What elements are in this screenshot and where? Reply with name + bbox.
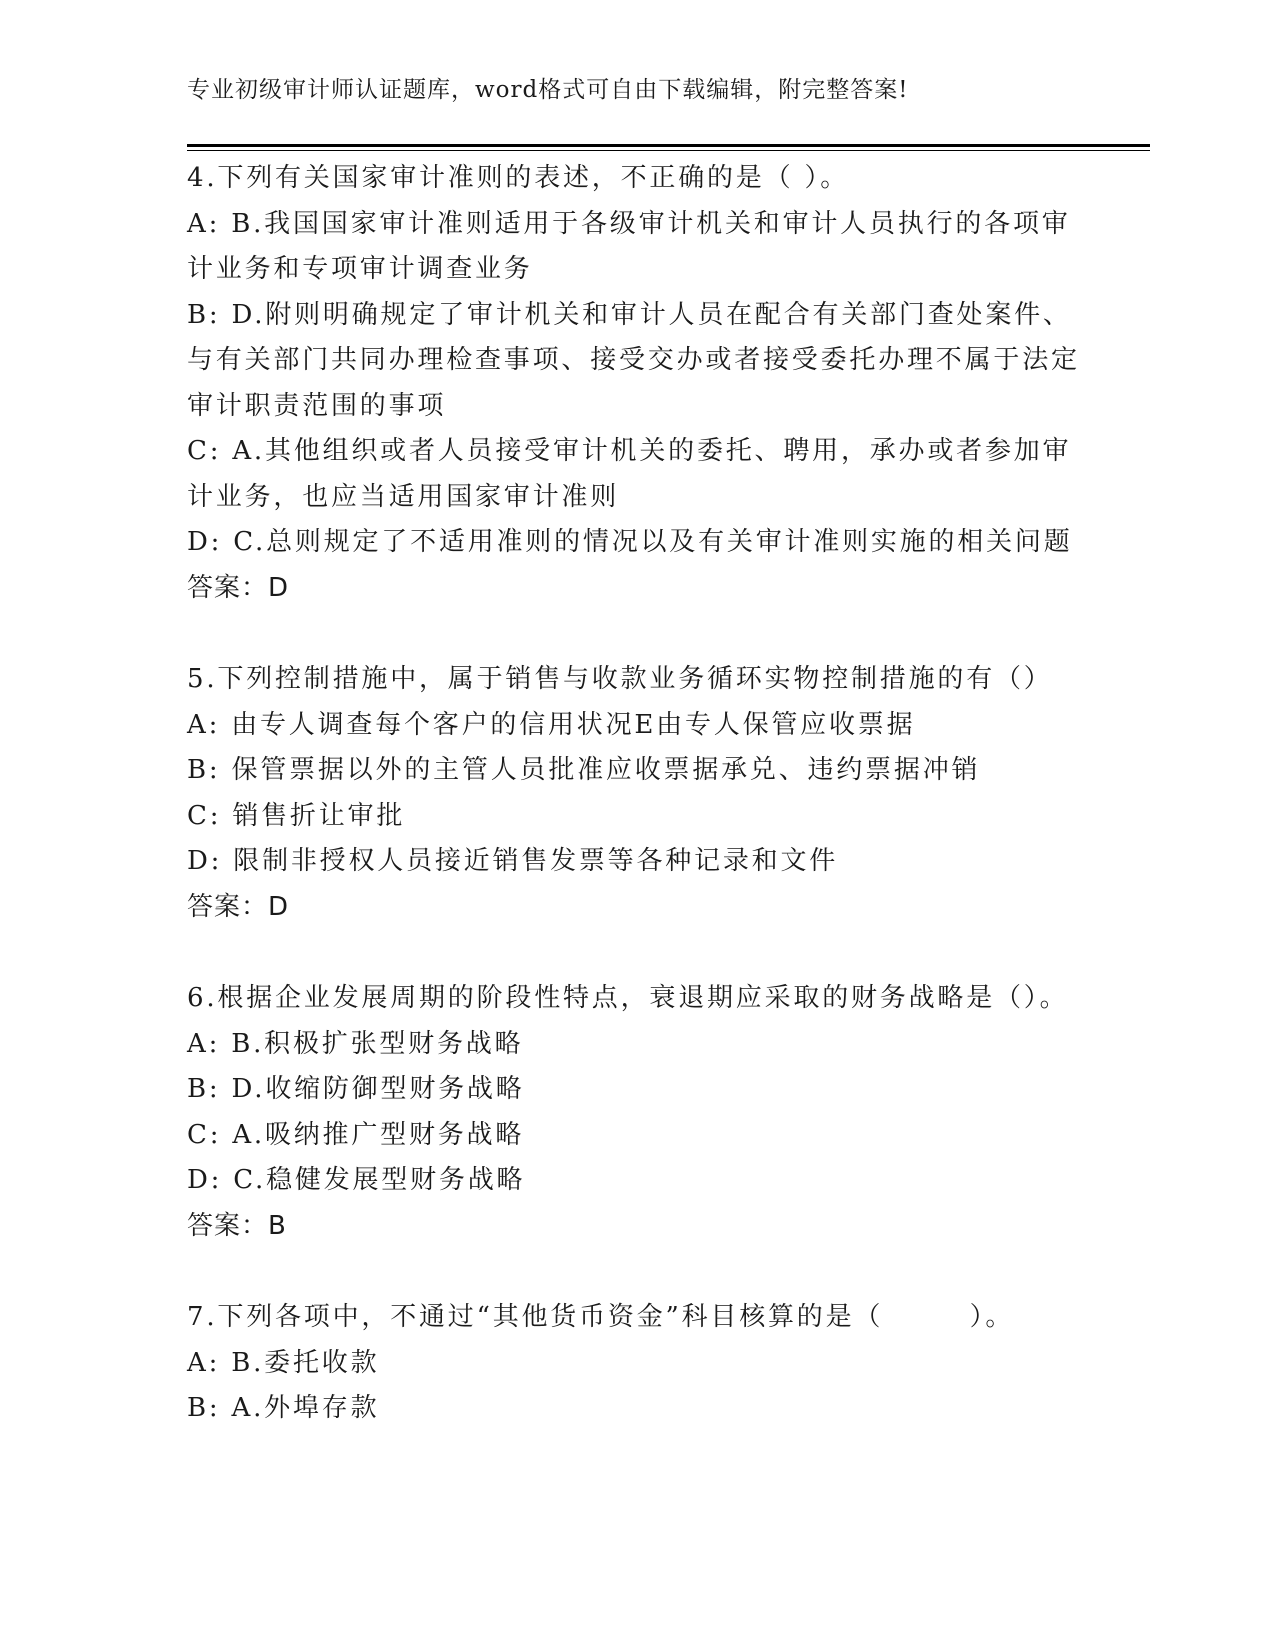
answer-option: D: 限制非授权人员接近销售发票等各种记录和文件 <box>187 846 839 876</box>
question-stem: 5.下列控制措施中，属于销售与收款业务循环实物控制措施的有（） <box>187 664 1053 694</box>
question-stem: 4.下列有关国家审计准则的表述，不正确的是（ ）。 <box>187 163 850 193</box>
answer-option: C: A.吸纳推广型财务战略 <box>187 1119 525 1150</box>
answer-key: 答案：D <box>187 891 290 922</box>
answer-option: A: B.委托收款 <box>187 1347 380 1378</box>
question-list <box>187 156 1087 1478</box>
page-header: 专业初级审计师认证题库，word格式可自由下载编辑，附完整答案! <box>187 77 909 103</box>
header-divider-thin <box>187 150 1150 151</box>
answer-option: B: D.附则明确规定了审计机关和审计人员在配合有关部门查处案件、与有关部门共同办理检查事项、接受交办或者接受委托办理不属于法定审计职责范围的事项 <box>187 299 1080 421</box>
answer-option: C: 销售折让审批 <box>187 800 406 831</box>
header-divider-thick <box>187 144 1150 147</box>
answer-key: 答案：D <box>187 572 290 603</box>
answer-option: D: C.总则规定了不适用准则的情况以及有关审计准则实施的相关问题 <box>187 527 1073 557</box>
answer-option: B: D.收缩防御型财务战略 <box>187 1074 525 1104</box>
question-block <box>187 657 1087 930</box>
answer-option: D: C.稳健发展型财务战略 <box>187 1165 526 1195</box>
question-block <box>187 976 1087 1249</box>
answer-option: A: 由专人调查每个客户的信用状况E由专人保管应收票据 <box>187 709 916 740</box>
answer-option: A: B.积极扩张型财务战略 <box>187 1028 524 1059</box>
answer-option: C: A.其他组织或者人员接受审计机关的委托、聘用，承办或者参加审计业务，也应当适用国家审计准则 <box>187 436 1072 512</box>
question-stem: 7.下列各项中，不通过“其他货币资金”科目核算的是（ ）。 <box>187 1302 1015 1332</box>
answer-option: B: 保管票据以外的主管人员批准应收票据承兑、违约票据冲销 <box>187 755 981 785</box>
answer-key: 答案：B <box>187 1210 287 1241</box>
answer-option: A: B.我国国家审计准则适用于各级审计机关和审计人员执行的各项审计业务和专项审计调查业务 <box>187 208 1071 284</box>
question-block <box>187 156 1087 611</box>
question-block <box>187 1295 1087 1432</box>
question-stem: 6.根据企业发展周期的阶段性特点，衰退期应采取的财务战略是（）。 <box>187 983 1069 1013</box>
answer-option: B: A.外埠存款 <box>187 1393 380 1423</box>
